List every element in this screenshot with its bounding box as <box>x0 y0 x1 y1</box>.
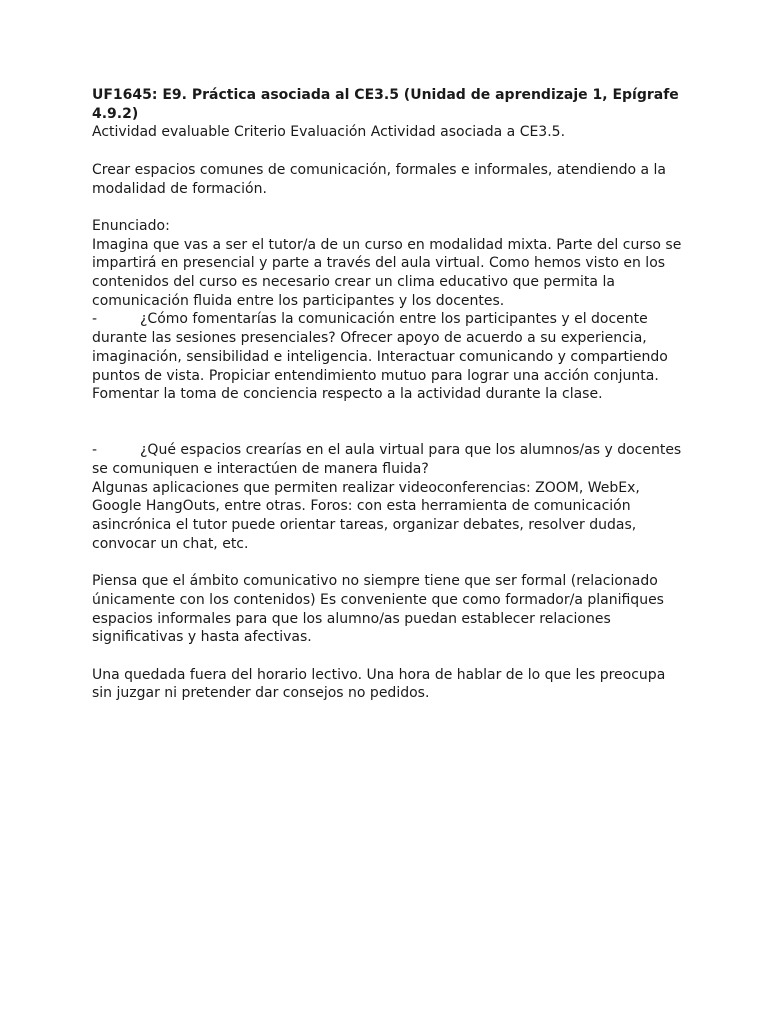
spacer <box>92 554 682 573</box>
question-1 <box>92 310 682 404</box>
question-1-text: ¿Cómo fomentarías la comunicación entre los participantes y el docente durante las sesiones presenciales? Ofrecer apoyo de acuerdo a su experiencia, imaginación, sensibilidad e inteligencia. Interactuar comunicando y compartiendo puntos de vista. Propiciar entendimiento mutuo para lograr una acción conjunta. Fomentar la toma de conciencia respecto a la actividad durante la clase. <box>92 311 668 403</box>
answer-2: Algunas aplicaciones que permiten realizar videoconferencias: ZOOM, WebEx, Google HangOuts, entre otras. Foros: con esta herramienta de comunicación asincrónica el tutor puede orientar tareas, organizar debates, resolver dudas, convocar un chat, etc. <box>92 479 640 552</box>
question-1-dash: - <box>92 311 98 328</box>
spacer <box>92 647 682 666</box>
enunciado-text: Imagina que vas a ser el tutor/a de un curso en modalidad mixta. Parte del curso se impartirá en presencial y parte a través del aula virtual. Como hemos visto en los contenidos del curso es necesario crear un clima educativo que permita la comunicación fluida entre los participantes y los docentes. <box>92 236 682 309</box>
question-2 <box>92 441 682 478</box>
spacer <box>92 198 682 217</box>
document-page <box>92 86 682 703</box>
spacer <box>92 142 682 161</box>
document-title: UF1645: E9. Práctica asociada al CE3.5 (Unidad de aprendizaje 1, Epígrafe 4.9.2) <box>92 87 679 122</box>
document-subtitle: Actividad evaluable Criterio Evaluación Actividad asociada a CE3.5. <box>92 124 566 141</box>
spacer <box>92 404 682 441</box>
informal-paragraph: Piensa que el ámbito comunicativo no siempre tiene que ser formal (relacionado únicamente con los contenidos) Es conveniente que como formador/a planifiques espacios informales para que los alumno/as puedan establecer relaciones significativas y hasta afectivas. <box>92 573 664 646</box>
final-paragraph: Una quedada fuera del horario lectivo. Una hora de hablar de lo que les preocupa sin juzgar ni pretender dar consejos no pedidos. <box>92 666 666 702</box>
intro-paragraph: Crear espacios comunes de comunicación, formales e informales, atendiendo a la modalidad de formación. <box>92 161 667 197</box>
question-2-dash: - <box>92 442 98 459</box>
enunciado-label: Enunciado: <box>92 217 170 234</box>
question-2-text: ¿Qué espacios crearías en el aula virtual para que los alumnos/as y docentes se comuniquen e interactúen de manera fluida? <box>92 442 682 478</box>
